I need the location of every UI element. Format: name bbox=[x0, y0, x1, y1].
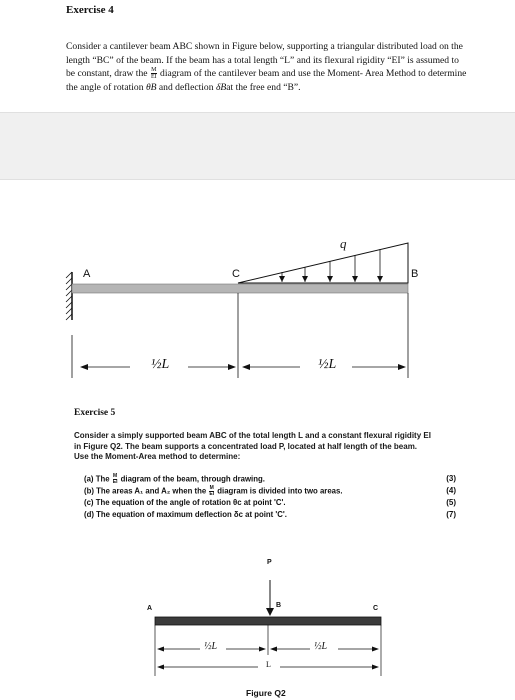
list-item-a: (a) The $\frac{M}{EI}$ diagram of the beam, through drawing. (3) bbox=[84, 473, 456, 485]
load-p-arrow bbox=[266, 608, 274, 616]
dimension-left-label: ½L bbox=[151, 357, 170, 372]
exercise4-line2: length “BC” of the beam. If the beam has a total length “L” and its flexural rigidity “EI” is assumed to bbox=[66, 54, 459, 66]
simply-supported-beam bbox=[155, 617, 381, 625]
exercise5-line2: in Figure Q2. The beam supports a concentrated load P, located at half length of the beam. bbox=[74, 441, 418, 451]
exercise4-line1: Consider a cantilever beam ABC shown in Figure below, supporting a triangular distributed load on the bbox=[66, 41, 463, 52]
exercise4-line4a: the angle of rotation bbox=[66, 81, 144, 93]
exercise5-line1: Consider a simply supported beam ABC of the total length L and a constant flexural rigidity EI bbox=[74, 431, 431, 440]
label-point-b: B bbox=[411, 268, 419, 280]
exercise5-title: Exercise 5 bbox=[74, 408, 116, 418]
dimension-right-label: ½L bbox=[318, 357, 337, 372]
list-item-d: (d) The equation of maximum deflection δc at point 'C'. (7) bbox=[84, 510, 456, 519]
exercise4-line3b: diagram of the cantilever beam and use the Moment- Area Method to determine bbox=[160, 68, 467, 79]
delta-b-symbol: δB bbox=[215, 81, 227, 93]
list-item-c: (c) The equation of the angle of rotation θc at point 'C'. (5) bbox=[84, 498, 456, 507]
exercise5-line3: Use the Moment-Area method to determine: bbox=[74, 452, 241, 461]
label-point-a: A bbox=[83, 268, 91, 280]
marks-a: (3) bbox=[446, 474, 456, 483]
cantilever-beam bbox=[72, 284, 408, 293]
fig2-dimension-right: ½L bbox=[314, 641, 328, 652]
label-support-c: C bbox=[373, 605, 379, 612]
exercise4-line3a: be constant, draw the bbox=[66, 68, 148, 79]
m-over-ei-fraction-b: $\frac{M}{EI}$ bbox=[209, 485, 215, 497]
label-load-q: q bbox=[340, 236, 347, 251]
marks-c: (5) bbox=[446, 498, 456, 507]
m-over-ei-fraction: $\frac{M}{EI}$ bbox=[150, 67, 157, 81]
exercise4-line4b: and deflection bbox=[158, 81, 214, 93]
fig2-dimension-total: L bbox=[266, 660, 271, 669]
label-point-c: C bbox=[232, 268, 240, 280]
list-item-b: (b) The areas A₁ and A₂ when the $\frac{M}{EI}$ diagram is divided into two areas. (4) bbox=[84, 485, 456, 497]
exercise5-paragraph bbox=[74, 431, 474, 463]
fixed-support-icon bbox=[66, 272, 72, 320]
exercise4-title: Exercise 4 bbox=[66, 4, 114, 16]
exercise5-list bbox=[84, 474, 456, 522]
triangular-load bbox=[238, 243, 408, 283]
fig2-dimension-left: ½L bbox=[204, 641, 218, 652]
marks-d: (7) bbox=[446, 510, 456, 519]
label-load-p: P bbox=[267, 559, 272, 566]
exercise4-line4c: at the free end “B”. bbox=[226, 81, 301, 93]
figure2-caption: Figure Q2 bbox=[246, 688, 286, 698]
m-over-ei-fraction-a: $\frac{M}{EI}$ bbox=[112, 473, 118, 485]
theta-b-symbol: θB bbox=[145, 81, 157, 93]
label-support-a: A bbox=[147, 605, 153, 612]
marks-b: (4) bbox=[446, 486, 456, 495]
label-point-b-fig2: B bbox=[276, 602, 282, 609]
